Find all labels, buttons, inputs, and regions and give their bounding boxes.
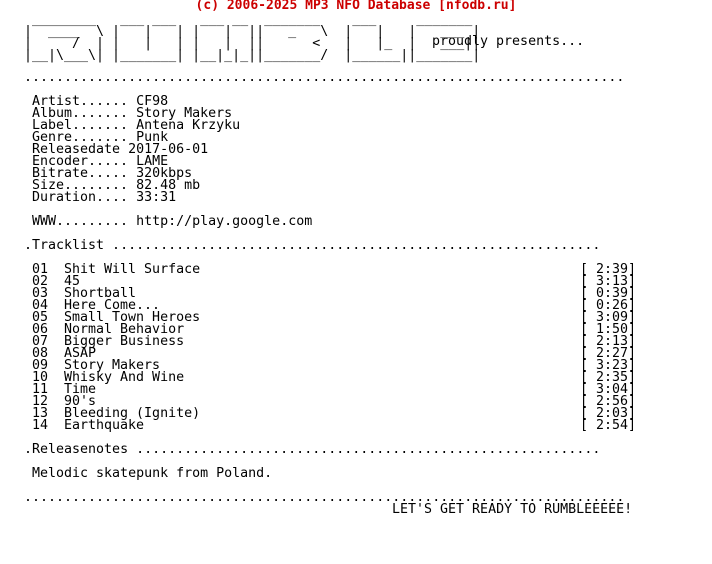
info-label: Encoder..... — [32, 154, 129, 169]
footer-separator: ........................................................................... — [24, 490, 625, 505]
track-duration: [ 2:54] — [579, 418, 636, 433]
info-value: 33:31 — [136, 190, 177, 205]
track-row — [24, 264, 636, 276]
track-number: 03 — [32, 286, 49, 301]
track-duration: [ 3:04] — [579, 382, 636, 397]
track-duration: [ 2:56] — [579, 394, 636, 409]
track-title: Shit Will Surface — [64, 262, 201, 277]
track-duration: [ 1:50] — [579, 322, 636, 337]
info-label: Genre....... — [32, 130, 129, 145]
track-number: 09 — [32, 358, 49, 373]
track-number: 10 — [32, 370, 49, 385]
track-title: Whisky And Wine — [64, 370, 185, 385]
track-title: 90's — [64, 394, 97, 409]
info-label: Releasedate — [32, 142, 121, 157]
footer-text: LET'S GET READY TO RUMBLEEEEE! — [392, 502, 633, 517]
track-title: Small Town Heroes — [64, 310, 201, 325]
track-row — [24, 372, 636, 384]
track-duration: [ 3:23] — [579, 358, 636, 373]
track-title: ASAP — [64, 346, 97, 361]
track-duration: [ 0:26] — [579, 298, 636, 313]
track-row — [24, 384, 636, 396]
track-number: 08 — [32, 346, 49, 361]
rumble-ascii-logo: ________ ___ ___ ___ __ _______ ___ _______ | ____ \ | | | | | || _ \ | | | ___ | | / | | | | | | || < | |_ | ___|| |__|\___\| |_______| |__|_|_||_______/ |______||_______| — [24, 12, 481, 63]
track-title: Normal Behavior — [64, 322, 185, 337]
info-value: CF98 — [136, 94, 169, 109]
track-title: Time — [64, 382, 97, 397]
track-title: 45 — [64, 274, 81, 289]
track-duration: [ 2:13] — [579, 334, 636, 349]
info-row-duration — [32, 192, 176, 204]
track-row — [24, 336, 636, 348]
releasenotes-header: .Releasenotes .......................................................... — [24, 442, 601, 457]
info-value: Punk — [136, 130, 169, 145]
info-label: WWW......... — [32, 214, 129, 229]
track-number: 01 — [32, 262, 49, 277]
track-duration: [ 3:09] — [579, 310, 636, 325]
info-value: Antena Krzyku — [136, 118, 241, 133]
info-value: 320kbps — [136, 166, 193, 181]
page-header-credit: (c) 2006-2025 MP3 NFO Database [nfodb.ru] — [195, 0, 517, 13]
info-value: 82.48 mb — [136, 178, 201, 193]
info-label: Bitrate..... — [32, 166, 129, 181]
track-title: Earthquake — [64, 418, 145, 433]
info-label: Duration.... — [32, 190, 129, 205]
separator-line: ........................................................................... — [24, 70, 625, 85]
info-label: Size........ — [32, 178, 129, 193]
info-value: Story Makers — [136, 106, 233, 121]
track-duration: [ 2:27] — [579, 346, 636, 361]
presents-text: proudly presents... — [432, 34, 585, 49]
track-title: Story Makers — [64, 358, 161, 373]
info-label: Artist...... — [32, 94, 129, 109]
track-number: 05 — [32, 310, 49, 325]
info-row-www — [32, 216, 312, 228]
track-title: Bigger Business — [64, 334, 185, 349]
track-duration: [ 2:35] — [579, 370, 636, 385]
track-title: Bleeding (Ignite) — [64, 406, 201, 421]
track-duration: [ 3:13] — [579, 274, 636, 289]
track-row — [24, 420, 636, 432]
track-duration: [ 0:39] — [579, 286, 636, 301]
track-number: 07 — [32, 334, 49, 349]
track-title: Here Come... — [64, 298, 161, 313]
tracklist-header: .Tracklist ............................................................. — [24, 238, 601, 253]
track-title: Shortball — [64, 286, 137, 301]
info-label: Label....... — [32, 118, 129, 133]
track-number: 14 — [32, 418, 49, 433]
tracklist — [24, 264, 636, 432]
track-number: 13 — [32, 406, 49, 421]
track-duration: [ 2:39] — [579, 262, 636, 277]
track-number: 02 — [32, 274, 49, 289]
info-label: Album....... — [32, 106, 129, 121]
track-number: 06 — [32, 322, 49, 337]
track-number: 12 — [32, 394, 49, 409]
track-number: 04 — [32, 298, 49, 313]
releasenotes-text: Melodic skatepunk from Poland. — [32, 466, 273, 481]
info-value: 2017-06-01 — [128, 142, 209, 157]
info-value: LAME — [136, 154, 169, 169]
www-link[interactable]: http://play.google.com — [136, 214, 313, 229]
track-duration: [ 2:03] — [579, 406, 636, 421]
track-number: 11 — [32, 382, 49, 397]
